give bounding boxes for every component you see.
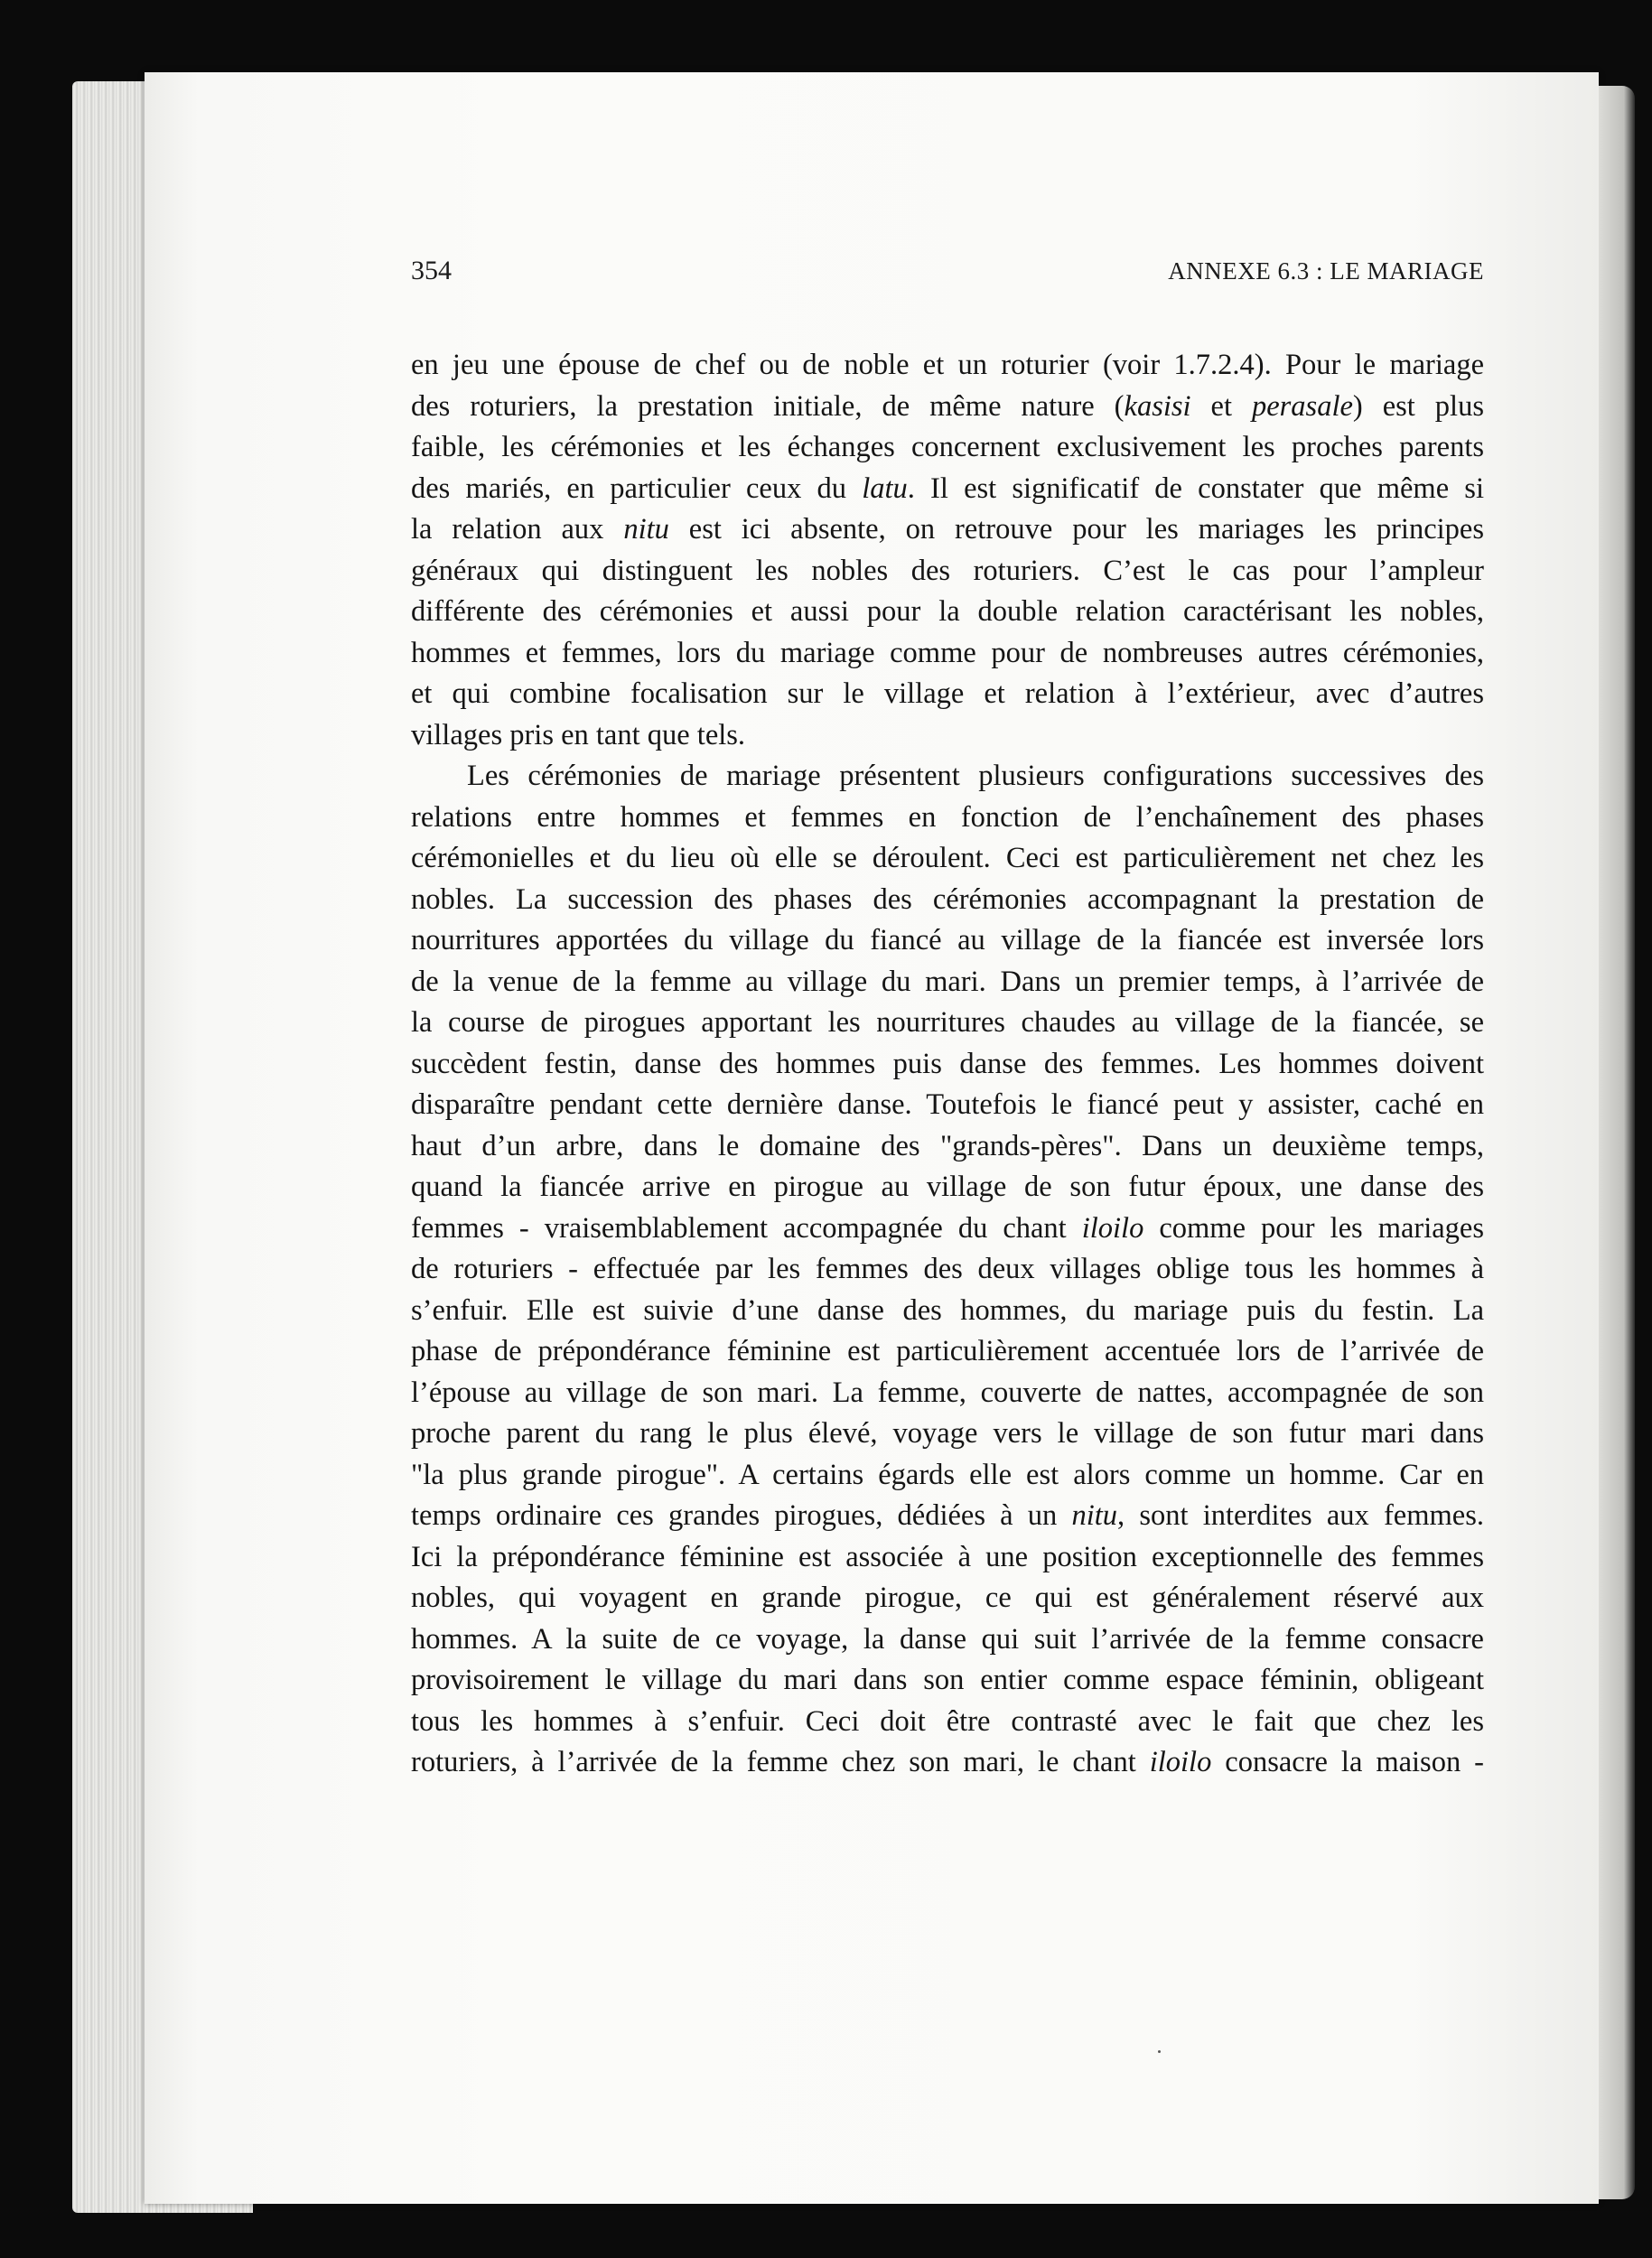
italic-term: perasale [1251, 389, 1353, 423]
text-line: disparaître pendant cette dernière danse. Toutefois le fiancé peut y assister, caché en [411, 1088, 1484, 1121]
text-line: phase de prépondérance féminine est particulièrement accentuée lors de l’arrivée de [411, 1335, 1484, 1367]
text-line: "la plus grande pirogue". A certains égards elle est alors comme un homme. Car en [411, 1458, 1484, 1491]
body-text [411, 345, 1484, 1784]
italic-term: iloilo [1149, 1746, 1212, 1778]
page-curl [1599, 86, 1635, 2199]
text-line: des mariés, en particulier ceux du latu. Il est significatif de constater que même si [411, 471, 1484, 505]
text-line: s’enfuir. Elle est suivie d’une danse des hommes, du mariage puis du festin. La [411, 1293, 1484, 1327]
text-line: tous les hommes à s’enfuir. Ceci doit être contrasté avec le fait que chez les [411, 1704, 1484, 1738]
chapter-title: ANNEXE 6.3 : LE MARIAGE [1168, 257, 1484, 285]
text-line: hommes et femmes, lors du mariage comme pour de nombreuses autres cérémonies, [411, 636, 1484, 669]
running-head [411, 256, 1484, 292]
text-line: cérémonielles et du lieu où elle se déroulent. Ceci est particulièrement net chez les [411, 842, 1484, 874]
page-number: 354 [411, 256, 452, 285]
text-line: hommes. A la suite de ce voyage, la danse qui suit l’arrivée de la femme consacre [411, 1622, 1484, 1656]
text-line: de roturiers - effectuée par les femmes des deux villages oblige tous les hommes à [411, 1253, 1484, 1285]
text-line: la course de pirogues apportant les nourritures chaudes au village de la fiancée, se [411, 1006, 1484, 1039]
text-line: généraux qui distinguent les nobles des roturiers. C’est le cas pour l’ampleur [411, 554, 1484, 587]
text-line: de la venue de la femme au village du mari. Dans un premier temps, à l’arrivée de [411, 965, 1484, 998]
text-line: en jeu une épouse de chef ou de noble et un roturier (voir 1.7.2.4). Pour le mariage [411, 349, 1484, 381]
text-line: villages pris en tant que tels. [411, 718, 746, 751]
text-line: Les cérémonies de mariage présentent plusieurs configurations successives des [467, 760, 1484, 792]
text-line: provisoirement le village du mari dans son entier comme espace féminin, obligeant [411, 1664, 1484, 1696]
text-line: différente des cérémonies et aussi pour la double relation caractérisant les nobles, [411, 595, 1484, 628]
italic-term: nitu [623, 513, 669, 546]
italic-term: nitu [1071, 1499, 1118, 1532]
text-line: des roturiers, la prestation initiale, de même nature (kasisi et perasale) est plus [411, 389, 1484, 423]
ink-speck [1158, 2050, 1161, 2053]
text-line: nourritures apportées du village du fiancé au village de la fiancée est inversée lors [411, 924, 1484, 956]
text-line: l’épouse au village de son mari. La femme, couverte de nattes, accompagnée de son [411, 1376, 1484, 1409]
italic-term: iloilo [1081, 1211, 1144, 1245]
text-line: temps ordinaire ces grandes pirogues, dédiées à un nitu, sont interdites aux femmes. [411, 1499, 1484, 1532]
text-line: et qui combine focalisation sur le village et relation à l’extérieur, avec d’autres [411, 677, 1484, 710]
italic-term: kasisi [1124, 389, 1191, 423]
text-line: quand la fiancée arrive en pirogue au village de son futur époux, une danse des [411, 1171, 1484, 1203]
text-line: nobles, qui voyagent en grande pirogue, ce qui est généralement réservé aux [411, 1582, 1484, 1614]
text-line: proche parent du rang le plus élevé, voyage vers le village de son futur mari dans [411, 1417, 1484, 1450]
italic-term: latu [862, 471, 908, 505]
text-line: Ici la prépondérance féminine est associée à une position exceptionnelle des femmes [411, 1540, 1484, 1573]
text-line: femmes - vraisemblablement accompagnée du chant iloilo comme pour les mariages [411, 1211, 1485, 1245]
text-line: nobles. La succession des phases des cérémonies accompagnant la prestation de [411, 882, 1484, 916]
text-line: succèdent festin, danse des hommes puis danse des femmes. Les hommes doivent [411, 1047, 1484, 1080]
text-line: roturiers, à l’arrivée de la femme chez son mari, le chant iloilo consacre la maison - [411, 1746, 1484, 1778]
text-line: haut d’un arbre, dans le domaine des "grands-pères". Dans un deuxième temps, [411, 1129, 1484, 1162]
text-line: la relation aux nitu est ici absente, on retrouve pour les mariages les principes [411, 513, 1484, 546]
text-line: faible, les cérémonies et les échanges concernent exclusivement les proches parents [411, 431, 1484, 463]
text-line: relations entre hommes et femmes en fonction de l’enchaînement des phases [411, 800, 1484, 834]
